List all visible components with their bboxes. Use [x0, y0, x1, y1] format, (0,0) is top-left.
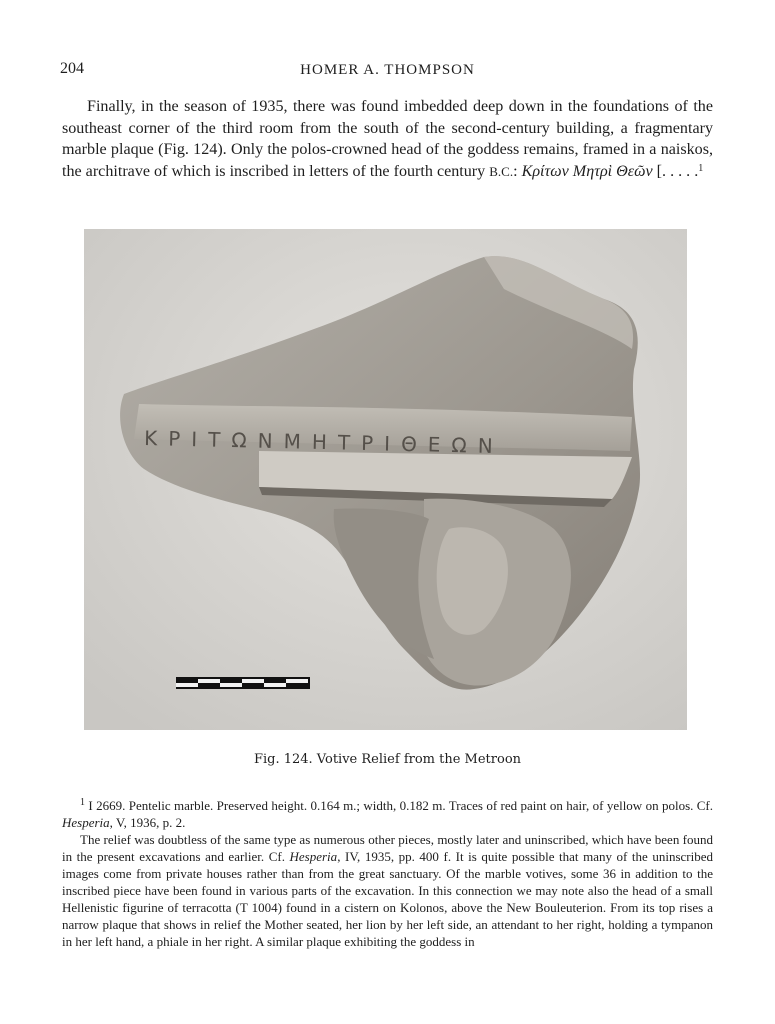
figure-photograph — [84, 229, 687, 730]
footnote-continuation — [62, 831, 713, 950]
figure-caption: Fig. 124. Votive Relief from the Metroon — [253, 752, 522, 767]
footnote-text: , V, 1936, p. 2. — [109, 815, 186, 830]
body-paragraph — [62, 96, 713, 182]
footnote-text: I 2669. Pentelic marble. Preserved height. 0.164 m.; width, 0.182 m. Traces of red paint on hair, of yellow on polos. Cf. — [85, 798, 713, 813]
running-head: HOMER A. THOMPSON — [300, 62, 475, 78]
footnote-reference: 1 — [698, 162, 704, 174]
footnote-marker: 1 — [80, 797, 85, 808]
footnote-1 — [62, 797, 713, 831]
scale-bar — [176, 677, 310, 689]
page-number: 204 — [60, 60, 84, 77]
architrave-inscription: ΚΡΙΤΩΝΜΗΤΡΙΘΕΩΝ — [143, 426, 504, 459]
votive-relief-image — [84, 229, 687, 730]
greek-inscription-text: Κρίτων Μητρὶ Θεῶν — [521, 162, 653, 180]
footnote-text: The relief was doubtless of the same type as numerous other pieces, mostly later and uninscribed, which have been found in the present excavations and earlier. Cf. — [62, 832, 713, 864]
journal-title: Hesperia — [289, 849, 338, 864]
era-abbreviation: B.C. — [489, 163, 514, 179]
journal-title: Hesperia — [62, 815, 110, 830]
footnotes — [62, 797, 713, 950]
colon: : — [513, 162, 522, 180]
footnote-text: , IV, 1935, pp. 400 f. It is quite possible that many of the uninscribed images come from private houses rather than from the great sanctuary. Of the marble votives, some 36 in addition to the inscribed piece have been found in various parts of the excavation. In this connection we may note also the head of a small Hellenistic figurine of terracotta (T 1004) found in a cistern on Kolonos, above the New Bouleuterion. From its top rises a narrow plaque that shows in relief the Mother seated, her lion by her left side, an attendant to her right, holding a tympanon in her left hand, a phiale in her right. A similar plaque exhibiting the goddess in — [62, 849, 713, 949]
paragraph-text: Finally, in the season of 1935, there was found imbedded deep down in the foundations of the southeast corner of the third room from the south of the second-century building, a fragmentary marble plaque (Fig. 124). Only the polos-crowned head of the goddess remains, framed in a naiskos, the architrave of which is inscribed in letters of the fourth century — [62, 98, 713, 180]
paragraph-text-end: [. . . . . — [652, 162, 699, 180]
